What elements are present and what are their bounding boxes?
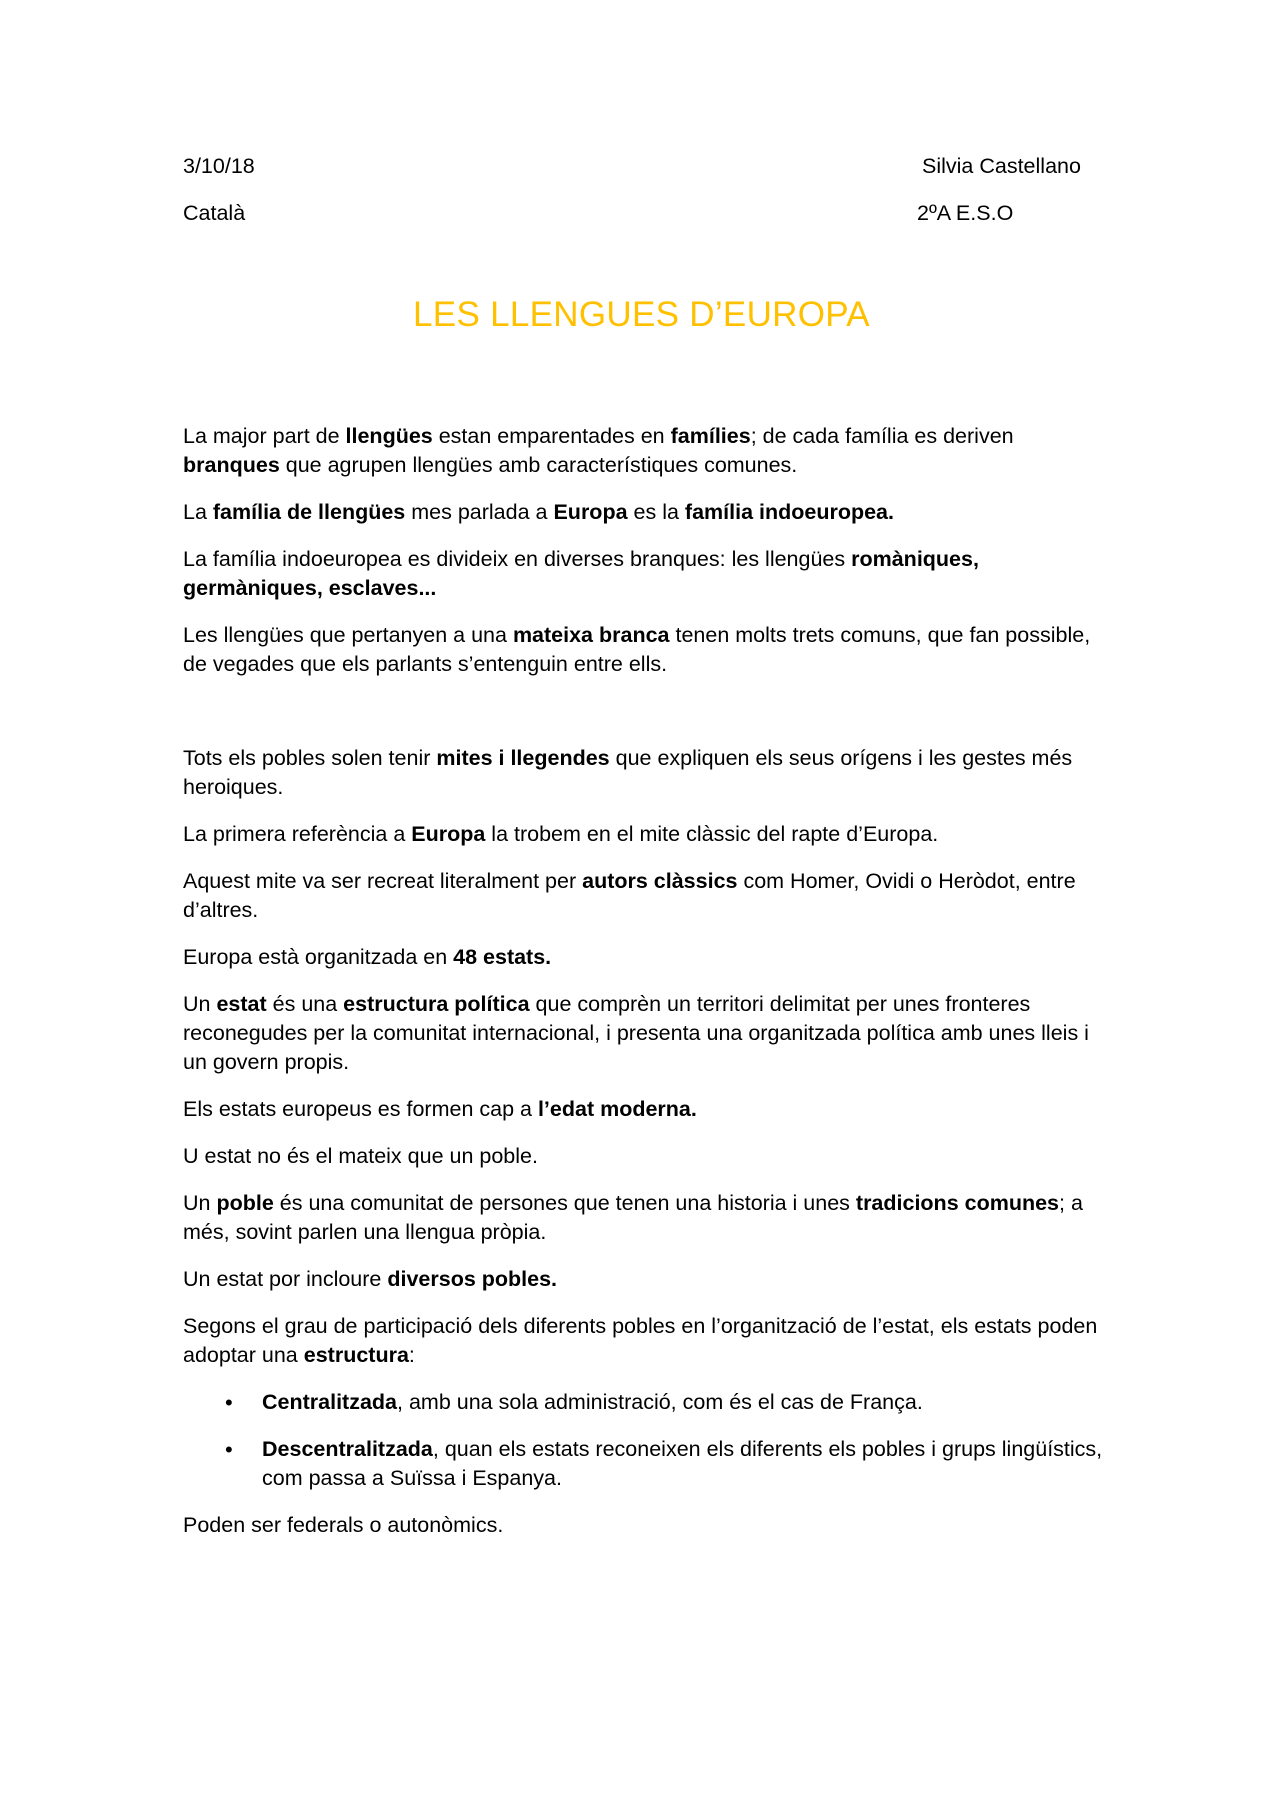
bold-term: famílies (670, 424, 751, 448)
bold-term: estructura política (343, 992, 530, 1016)
paragraph-state-vs-people (183, 1142, 1103, 1171)
text-run: La primera referència a (183, 822, 412, 846)
text-run: ; de cada família es deriven (750, 424, 1014, 448)
paragraph-federal-autonomous (183, 1511, 1103, 1540)
text-run: que expliquen els seus orígens i les gestes més heroiques. (183, 746, 1073, 799)
bullet-icon: • (225, 1390, 233, 1415)
text-run: com Homer, Ovidi o Heròdot, entre d’altres. (183, 869, 1076, 922)
text-run: Aquest mite va ser recreat literalment per (183, 869, 583, 893)
text-run: la trobem en el mite clàssic del rapte d’Europa. (485, 822, 939, 846)
text-run: tenen molts trets comuns, que fan possible, de vegades que els parlants s’entenguin entre ells. (183, 623, 1091, 676)
paragraph-first-reference (183, 820, 1103, 849)
text-run: és una (266, 992, 344, 1016)
structure-list (183, 1388, 1103, 1493)
header-class-group: 2ºA E.S.O (917, 201, 1014, 225)
paragraph-states-count (183, 943, 1103, 972)
paragraph-modern-age (183, 1095, 1103, 1124)
text-run: , quan els estats reconeixen els diferents els pobles i grups lingüístics, com passa a Suïssa i Espanya. (262, 1437, 1103, 1490)
bold-term: Centralitzada (262, 1390, 398, 1414)
bold-term: estat (216, 992, 267, 1016)
bold-term: mites i llegendes (436, 746, 610, 770)
bold-term: estructura (303, 1343, 409, 1367)
bold-term: tradicions comunes (855, 1191, 1060, 1215)
text-run: Els estats europeus es formen cap a (183, 1097, 538, 1121)
text-run: Un estat por incloure (183, 1267, 388, 1291)
paragraph-most-spoken-family (183, 498, 1103, 527)
text-run: estan emparentades en (432, 424, 671, 448)
text-run: Europa està organitzada en (183, 945, 454, 969)
bold-term: família de llengües (212, 500, 406, 524)
bold-term: família indoeuropea. (684, 500, 894, 524)
header-subject: Català (183, 201, 246, 225)
bold-term: branques (183, 453, 280, 477)
bold-term: poble (216, 1191, 274, 1215)
bold-term: mateixa branca (512, 623, 670, 647)
list-item-centralized (183, 1388, 1103, 1417)
document-title: LES LLENGUES D’EUROPA (413, 295, 870, 334)
text-run: es la (627, 500, 685, 524)
bold-term: Descentralitzada (262, 1437, 433, 1461)
paragraph-structure-intro (183, 1312, 1103, 1370)
text-run: que comprèn un territori delimitat per unes fronteres reconegudes per la comunitat internacional, i presenta una organitzada política amb unes lleis i un govern propis. (183, 992, 1089, 1074)
text-run: Segons el grau de participació dels diferents pobles en l’organització de l’estat, els estats poden adoptar una (183, 1314, 1098, 1367)
text-run: Un (183, 992, 217, 1016)
paragraph-people-definition (183, 1189, 1103, 1247)
paragraph-branches (183, 545, 1103, 603)
paragraph-myths (183, 744, 1103, 802)
text-run: La (183, 500, 213, 524)
text-run: mes parlada a (405, 500, 554, 524)
text-run: Tots els pobles solen tenir (183, 746, 437, 770)
section-gap (183, 697, 1103, 744)
bold-term: romàniques, germàniques, esclaves... (183, 547, 979, 600)
text-run: Les llengües que pertanyen a una (183, 623, 513, 647)
bold-term: autors clàssics (582, 869, 738, 893)
bold-term: diversos pobles. (387, 1267, 558, 1291)
bold-term: Europa (411, 822, 486, 846)
paragraph-classic-authors (183, 867, 1103, 925)
text-run: : (408, 1343, 415, 1367)
paragraph-language-families (183, 422, 1103, 480)
bold-term: 48 estats. (453, 945, 552, 969)
text-run: , amb una sola administració, com és el cas de França. (397, 1390, 923, 1414)
text-run: és una comunitat de persones que tenen una historia i unes (273, 1191, 856, 1215)
text-run: Poden ser federals o autonòmics. (183, 1513, 504, 1537)
bullet-icon: • (225, 1437, 233, 1462)
list-item-decentralized (183, 1435, 1103, 1493)
bold-term: llengües (345, 424, 433, 448)
text-run: La família indoeuropea es divideix en diverses branques: les llengües (183, 547, 852, 571)
text-run: Un (183, 1191, 217, 1215)
bold-term: Europa (553, 500, 628, 524)
text-run: que agrupen llengües amb característiques comunes. (279, 453, 798, 477)
paragraph-same-branch (183, 621, 1103, 679)
text-run: ; a més, sovint parlen una llengua pròpia. (183, 1191, 1083, 1244)
text-run: La major part de (183, 424, 346, 448)
document-body (183, 422, 1103, 1558)
paragraph-multiple-peoples (183, 1265, 1103, 1294)
header-date: 3/10/18 (183, 154, 255, 178)
text-run: U estat no és el mateix que un poble. (183, 1144, 538, 1168)
header-author: Silvia Castellano (922, 154, 1081, 178)
bold-term: l’edat moderna. (537, 1097, 697, 1121)
paragraph-state-definition (183, 990, 1103, 1077)
